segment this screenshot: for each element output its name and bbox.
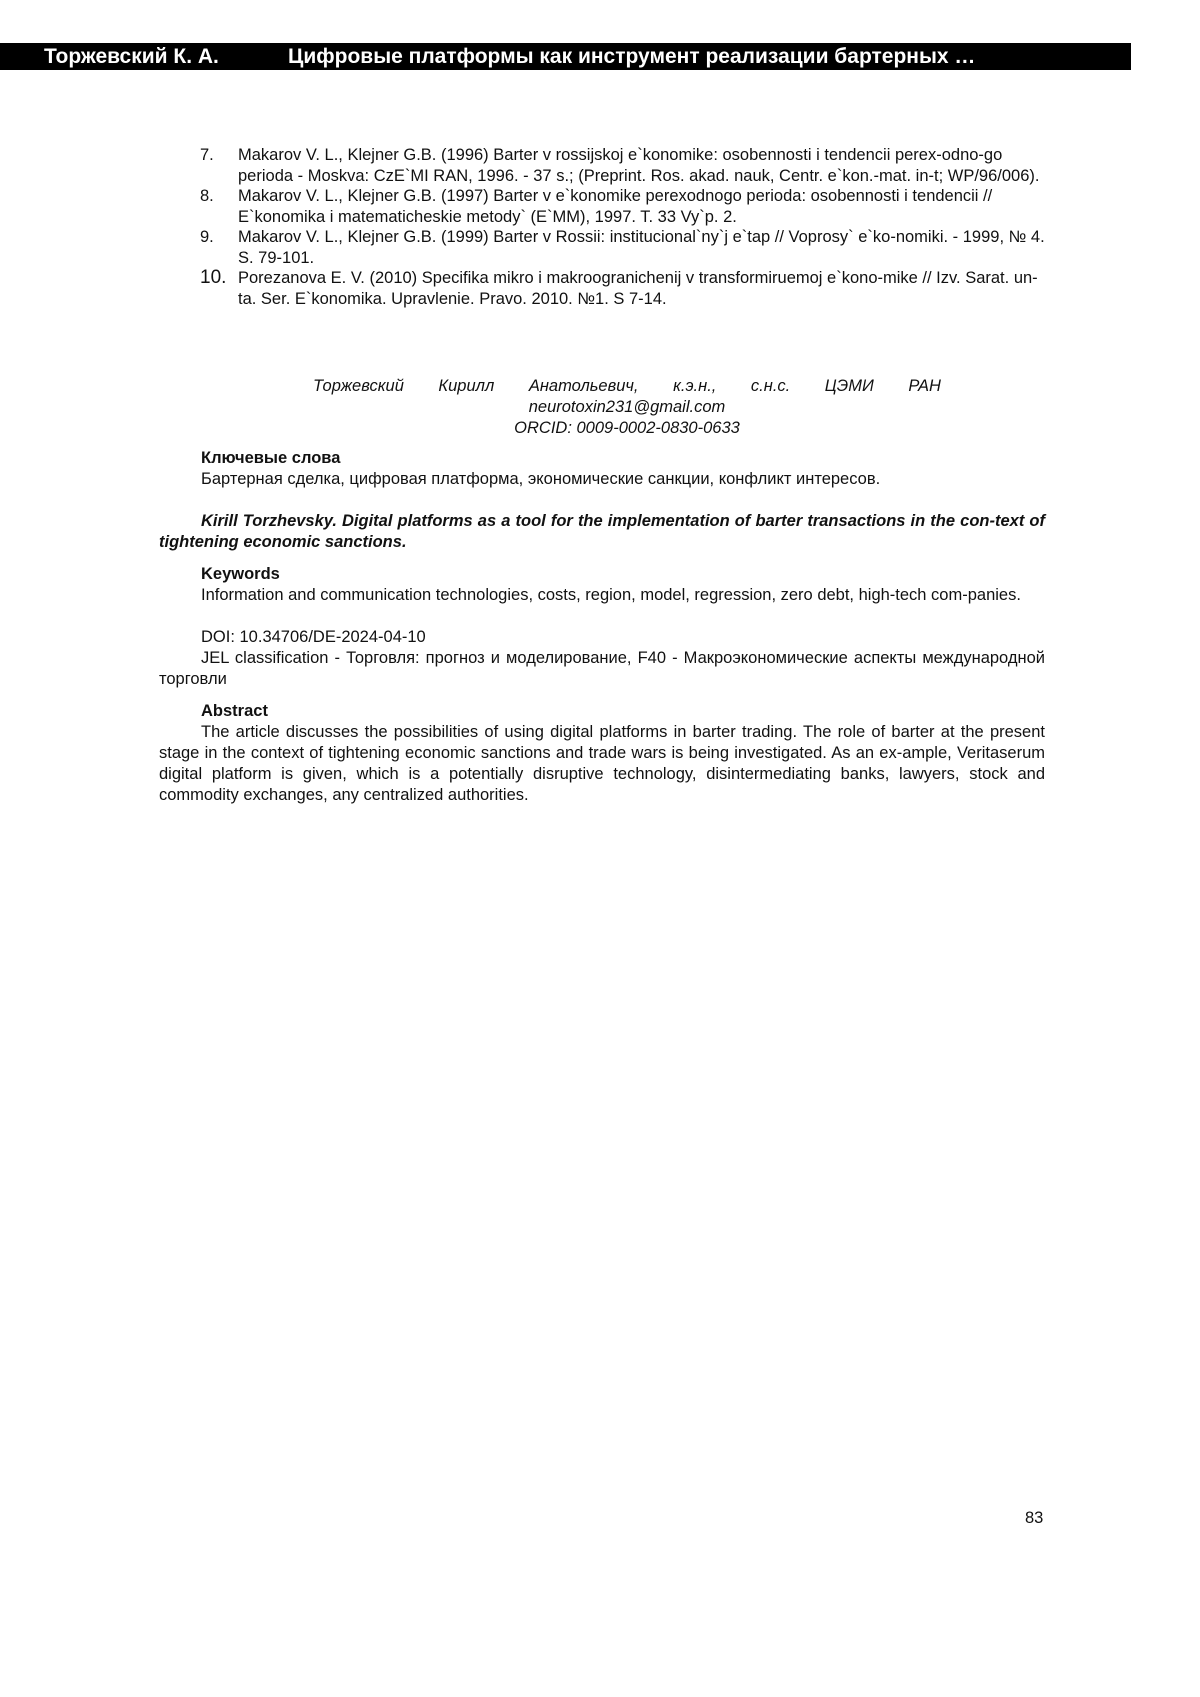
reference-number: 10. bbox=[200, 268, 226, 289]
author-name-line bbox=[313, 376, 941, 397]
article-metadata bbox=[159, 448, 1045, 806]
reference-item bbox=[200, 186, 1050, 227]
doi: DOI: 10.34706/DE-2024-04-10 bbox=[159, 627, 1045, 648]
keywords-ru-text: Бартерная сделка, цифровая платформа, экономические санкции, конфликт интересов. bbox=[159, 469, 1045, 490]
reference-number: 9. bbox=[200, 227, 214, 248]
header-title: Цифровые платформы как инструмент реализации бартерных … bbox=[288, 43, 975, 70]
author-name: Кирилл bbox=[438, 376, 494, 397]
reference-list bbox=[200, 145, 1050, 309]
header-author: Торжевский К. А. bbox=[44, 43, 219, 70]
reference-item bbox=[200, 145, 1050, 186]
english-title: Kirill Torzhevsky. Digital platforms as a tool for the implementation of barter transactions in the con-text of tightening economic sanctions. bbox=[159, 511, 1045, 553]
author-position: с.н.с. bbox=[751, 376, 790, 397]
jel-classification: JEL classification - Торговля: прогноз и моделирование, F40 - Макроэкономические аспекты международной торговли bbox=[159, 648, 1045, 690]
author-org-academy: РАН bbox=[908, 376, 941, 397]
reference-item bbox=[200, 227, 1050, 268]
reference-text: Makarov V. L., Klejner G.B. (1996) Barter v rossijskoj e`konomike: osobennosti i tendencii perex-odno-go perioda - Moskva: CzE`MI RAN, 1996. - 37 s.; (Preprint. Ros. akad. nauk, Centr. e`kon.-mat. in-t; WP/96/006). bbox=[238, 146, 1039, 185]
keywords-en-text: Information and communication technologies, costs, region, model, regression, zero debt, high-tech com-panies. bbox=[159, 585, 1045, 606]
author-org: ЦЭМИ bbox=[825, 376, 874, 397]
reference-number: 8. bbox=[200, 186, 214, 207]
reference-text: Makarov V. L., Klejner G.B. (1997) Barter v e`konomike perexodnogo perioda: osobennosti i tendencii // E`konomika i matematicheskie metody` (E`MM), 1997. T. 33 Vy`p. 2. bbox=[238, 187, 992, 226]
reference-text: Porezanova E. V. (2010) Specifika mikro i makroogranichenij v transformiruemoj e`kono-mike // Izv. Sarat. un-ta. Ser. E`konomika. Upravlenie. Pravo. 2010. №1. S 7-14. bbox=[238, 269, 1038, 308]
author-info bbox=[313, 376, 941, 439]
author-patronymic: Анатольевич, bbox=[529, 376, 639, 397]
page-number: 83 bbox=[1025, 1509, 1043, 1528]
author-orcid: ORCID: 0009-0002-0830-0633 bbox=[313, 418, 941, 439]
author-degree: к.э.н., bbox=[673, 376, 716, 397]
abstract-heading: Abstract bbox=[159, 701, 1045, 722]
abstract-text: The article discusses the possibilities of using digital platforms in barter trading. The role of barter at the present stage in the context of tightening economic sanctions and trade wars is being investigated. As an ex-ample, Veritaserum digital platform is given, which is a potentially disruptive technology, disintermediating banks, lawyers, stock and commodity exchanges, any centralized authorities. bbox=[159, 722, 1045, 806]
reference-number: 7. bbox=[200, 145, 214, 166]
keywords-ru-heading: Ключевые слова bbox=[159, 448, 1045, 469]
author-email: neurotoxin231@gmail.com bbox=[313, 397, 941, 418]
reference-text: Makarov V. L., Klejner G.B. (1999) Barter v Rossii: institucional`ny`j e`tap // Voprosy` e`ko-nomiki. - 1999, № 4. S. 79-101. bbox=[238, 228, 1045, 267]
running-header bbox=[0, 43, 1131, 70]
reference-item bbox=[200, 268, 1050, 309]
author-surname: Торжевский bbox=[313, 376, 404, 397]
keywords-en-heading: Keywords bbox=[159, 564, 1045, 585]
